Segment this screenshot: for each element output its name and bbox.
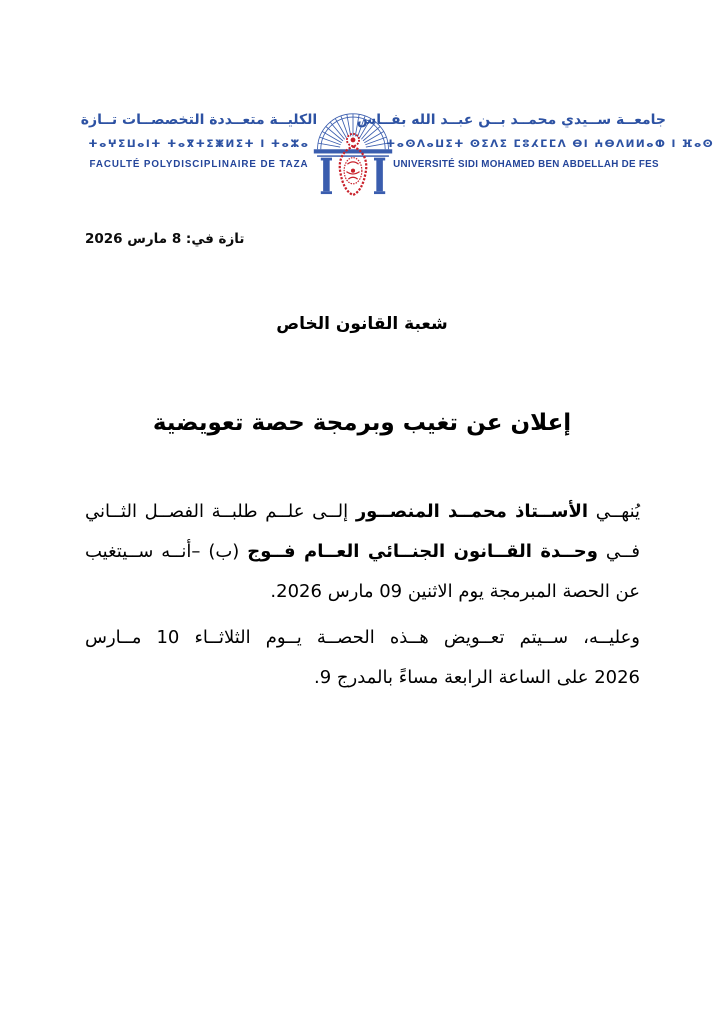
paragraph-line: [85, 658, 640, 698]
professor-name: الأســتاذ محمــد المنصــور: [355, 501, 589, 522]
body-run: عن الحصة المبرمجة يوم الاثنين 09 مارس 2026.: [270, 581, 640, 602]
paragraph-absence: [85, 492, 640, 612]
announcement-title: إعلان عن تغيب وبرمجة حصة تعويضية: [152, 410, 572, 436]
letterhead-faculty-block: [78, 108, 320, 172]
paragraph-line: [85, 618, 640, 658]
university-name-arabic: جامعــة ســيدي محمــد بــن عبــد الله بفــاس: [356, 112, 666, 128]
university-name-tifinagh: ⵜⴰⵙⴷⴰⵡⵉⵜ ⵙⵉⴷⵉ ⵎⵓⵃⵎⵎⴷ ⴱⵏ ⵄⴱⴷⵍⵍⴰⵀ ⵏ ⴼⴰⵙ: [386, 138, 715, 150]
body-run: (ب) –أنــه ســيتغيب: [85, 541, 248, 562]
paragraph-makeup-session: [85, 618, 640, 698]
paragraph-line: [85, 492, 640, 532]
body-run: إلــى علــم طلبــة الفصــل الثــاني: [85, 501, 356, 522]
course-unit-name: وحــدة القــانون الجنــائي العــام فــوج: [247, 541, 598, 562]
paragraph-line: [85, 572, 640, 612]
faculty-name-arabic: الكليــة متعــددة التخصصــات تــازة: [80, 112, 318, 128]
body-run: 2026 على الساعة الرابعة مساءً بالمدرج 9.: [313, 667, 640, 688]
body-run: وعليــه، ســيتم تعــويض هــذه الحصــة يــوم الثلاثــاء 10 مــارس: [85, 627, 640, 648]
body-run: يُنهــي: [588, 501, 641, 522]
department-heading: شعبة القانون الخاص: [276, 314, 448, 334]
body-run: فــي: [597, 541, 640, 562]
paragraph-line: [85, 532, 640, 572]
letterhead-university-block: [356, 108, 715, 172]
date-line: تازة في: 8 مارس 2026: [85, 231, 245, 247]
faculty-name-french: FACULTÉ POLYDISCIPLINAIRE DE TAZA: [89, 159, 309, 170]
faculty-name-tifinagh: ⵜⴰⵖⵉⵡⴰⵏⵜ ⵜⴰⴳⵜⵉⵥⵍⵉⵜ ⵏ ⵜⴰⵣⴰ: [88, 138, 310, 150]
university-name-french: UNIVERSITÉ SIDI MOHAMED BEN ABDELLAH DE FES: [393, 159, 659, 170]
